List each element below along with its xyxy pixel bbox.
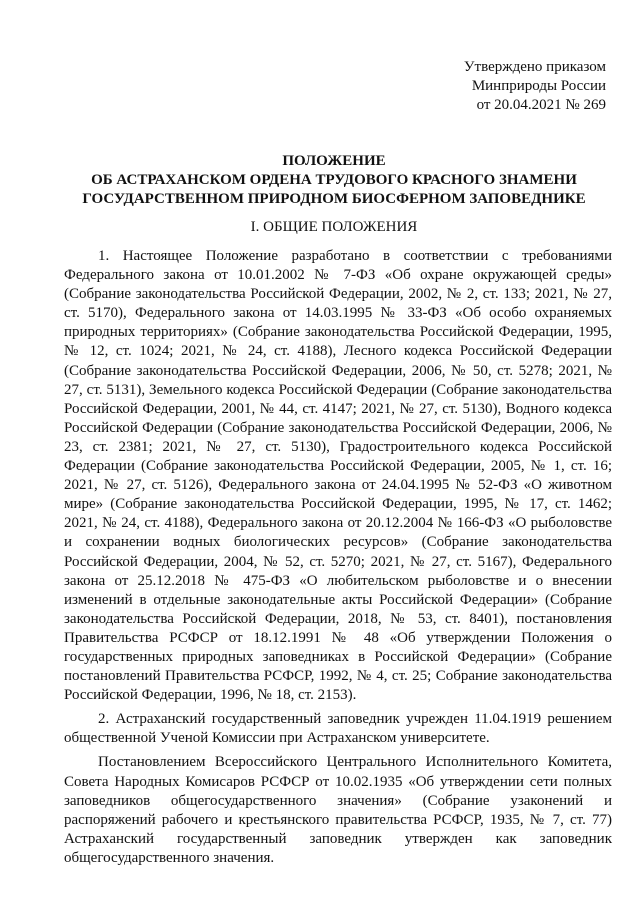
approval-line-3: от 20.04.2021 № 269 bbox=[476, 97, 606, 113]
paragraph-2: 2. Астраханский государственный заповедник учрежден 11.04.1919 решением общественной Ученой Комиссии при Астраханском университете. bbox=[64, 711, 612, 747]
document-body bbox=[64, 247, 612, 868]
paragraph-1: 1. Настоящее Положение разработано в соответствии с требованиями Федерального закона от 10.01.2002 № 7-ФЗ «Об охране окружающей среды» (Собрание законодательства Российской Федерации, 2002, № 2, ст. 133; 2021, № 27, ст. 5170), Федерального закона от 14.03.1995 № 33-ФЗ «Об особо охраняемых природных территориях» (Собрание законодательства Российской Федерации, 1995, № 12, ст. 1024; 2021, № 24, ст. 4188), Лесного кодекса Российской Федерации (Собрание законодательства Российской Федерации, 2006, № 50, ст. 5278; 2021, № 27, ст. 5131), Земельного кодекса Российской Федерации (Собрание законодательства Российской Федерации, 2001, № 44, ст. 4147; 2021, № 27, ст. 5130), Водного кодекса Российской Федерации (Собрание законодательства Российской Федерации, 2006, № 23, ст. 2381; 2021, № 27, ст. 5130), Градостроительного кодекса Российской Федерации (Собрание законодательства Российской Федерации, 2005, № 1, ст. 16; 2021, № 27, ст. 5126), Федерального закона от 24.04.1995 № 52-ФЗ «О животном мире» (Собрание законодательства Российской Федерации, 1995, № 17, ст. 1462; 2021, № 24, ст. 4188), Федерального закона от 20.12.2004 № 166-ФЗ «О рыболовстве и сохранении водных биологических ресурсов» (Собрание законодательства Российской Федерации, 2004, № 52, ст. 5270; 2021, № 27, ст. 5167), Федерального закона от 25.12.2018 № 475-ФЗ «О любительском рыболовстве и о внесении изменений в отдельные законодательные акты Российской Федерации» (Собрание законодательства Российской Федерации, 2018, № 53, ст. 8401), постановления Правительства РСФСР от 18.12.1991 № 48 «Об утверждении Положения о государственных природных заповедниках в Российской Федерации» (Собрание постановлений Правительства РСФСР, 1992, № 4, ст. 25; Собрание законодательства Российской Федерации, 1996, № 18, ст. 2153). bbox=[64, 248, 612, 704]
paragraph-3: Постановлением Всероссийского Центрального Исполнительного Комитета, Совета Народных Комисаров РСФСР от 10.02.1935 «Об утверждении сети полных заповедников общегосударственного значения» (Собрание узаконений и распоряжений рабочего и крестьянского правительства РСФСР, 1935, № 7, ст. 77) Астраханский государственный заповедник утвержден как заповедник общегосударственного значения. bbox=[64, 754, 612, 866]
title-line-3: ГОСУДАРСТВЕННОМ ПРИРОДНОМ БИОСФЕРНОМ ЗАПОВЕДНИКЕ bbox=[82, 191, 586, 207]
document-title bbox=[54, 152, 614, 209]
section-heading: I. ОБЩИЕ ПОЛОЖЕНИЯ bbox=[250, 219, 418, 235]
title-line-2: ОБ АСТРАХАНСКОМ ОРДЕНА ТРУДОВОГО КРАСНОГО ЗНАМЕНИ bbox=[91, 172, 577, 188]
approval-stamp bbox=[406, 58, 606, 115]
approval-line-1: Утверждено приказом bbox=[463, 59, 606, 75]
approval-line-2: Минприроды России bbox=[471, 78, 606, 94]
title-line-1: ПОЛОЖЕНИЕ bbox=[282, 153, 386, 169]
